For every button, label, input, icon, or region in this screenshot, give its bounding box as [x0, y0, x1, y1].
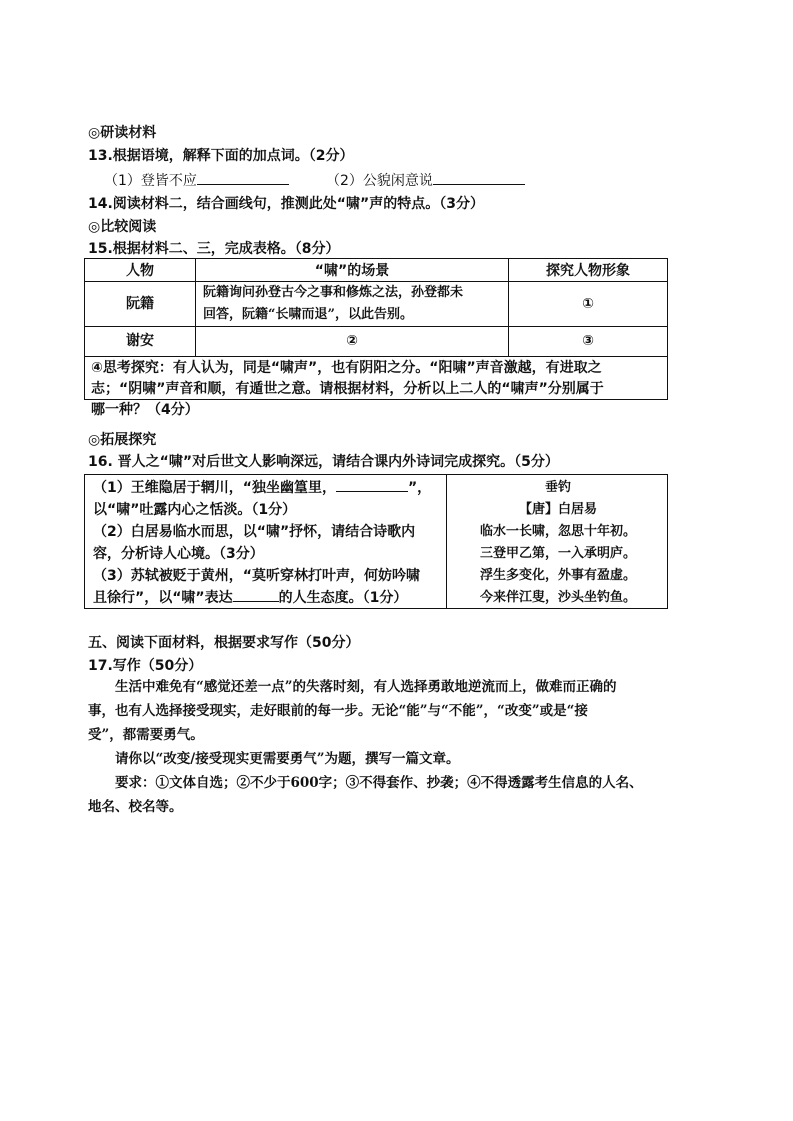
think-line: 哪一种？（4分） — [91, 402, 199, 418]
q16-line2: 以“啸”吐露内心之恬淡。（1分） — [93, 502, 297, 518]
q17-material — [88, 675, 688, 819]
q14-prompt: 14.阅读材料二，结合画线句，推测此处“啸”声的特点。（3分） — [88, 196, 484, 212]
poem-title: 垂钓 — [544, 480, 571, 495]
q16-line5: （3）苏轼被贬于黄州，“莫听穿林打叶声，何妨吟啸 — [93, 568, 420, 584]
poem-line: 三登甲乙第，一入承明庐。 — [479, 546, 636, 561]
section-extend-heading: ◎拓展探究 — [88, 432, 157, 448]
think-line: 志；“阴啸”声音和顺，有遁世之意。请根据材料，分析以上二人的“啸声”分别属于 — [91, 381, 604, 397]
q16-line1 — [93, 477, 431, 499]
header-scene: “啸”的场景 — [314, 263, 390, 279]
q13-item1-text: （1）登皆不应 — [104, 173, 197, 189]
poem-line: 浮生多变化，外事有盈虚。 — [479, 568, 636, 583]
row2-image-blank[interactable]: ③ — [582, 333, 594, 349]
row1-person: 阮籍 — [126, 296, 154, 312]
header-person: 人物 — [126, 263, 154, 279]
q15-table — [84, 258, 668, 418]
row1-scene-line1: 阮籍询问孙登古今之事和修炼之法，孙登都未 — [203, 285, 464, 300]
q15-prompt: 15.根据材料二、三，完成表格。（8分） — [88, 241, 340, 257]
q16-line1-text: （1）王维隐居于辋川，“独坐幽篁里， — [93, 480, 336, 496]
q13-prompt: 13.根据语境，解释下面的加点词。（2分） — [88, 148, 354, 164]
material-instruction: 请你以“改变/接受现实更需要勇气”为题，撰写一篇文章。 — [115, 751, 460, 767]
table-divider — [85, 356, 667, 357]
q16-line6-text: 且徐行”，以“啸”表达 — [93, 590, 233, 606]
q16-answer-blank-1[interactable] — [336, 477, 408, 492]
q16-answer-blank-2[interactable] — [233, 587, 279, 602]
poem-author: 【唐】白居易 — [518, 502, 597, 517]
q16-prompt: 16. 晋人之“啸”对后世文人影响深远，请结合课内外诗词完成探究。（5分） — [88, 454, 559, 470]
q16-line6-tail: 的人生态度。（1分） — [278, 590, 408, 606]
q17-prompt: 17.写作（50分） — [88, 658, 203, 674]
material-line: 受”，都需要勇气。 — [88, 727, 204, 743]
poem-line: 今来伴江叟，沙头坐钓鱼。 — [479, 590, 636, 605]
header-image: 探究人物形象 — [546, 263, 630, 279]
q16-line6 — [93, 587, 407, 609]
row2-scene-blank[interactable]: ② — [346, 333, 358, 349]
q16-line1-tail: ”， — [407, 480, 432, 496]
requirements-line: 地名、校名等。 — [88, 799, 183, 815]
q13-item1 — [104, 170, 289, 191]
row1-image-blank[interactable]: ① — [582, 296, 594, 312]
material-line: 生活中难免有“感觉还差一点”的失落时刻，有人选择勇敢地逆流而上，做难而正确的 — [115, 679, 617, 695]
q13-item2 — [326, 170, 525, 191]
think-line: ④思考探究：有人认为，同是“啸声”，也有阴阳之分。“阳啸”声音激越，有进取之 — [91, 360, 602, 376]
q16-line3: （2）白居易临水而思，以“啸”抒怀，请结合诗歌内 — [93, 524, 416, 540]
section-study-heading: ◎研读材料 — [88, 125, 157, 141]
row1-scene-line2: 回答，阮籍“长啸而退”，以此告别。 — [203, 307, 413, 322]
q16-table — [84, 474, 668, 609]
q16-line4: 容，分析诗人心境。（3分） — [93, 546, 264, 562]
poem-line: 临水一长啸，忽思十年初。 — [479, 524, 636, 539]
q15-think-question — [91, 358, 661, 421]
q13-item2-text: （2）公貌闲意说 — [326, 173, 433, 189]
material-line: 事，也有人选择接受现实，走好眼前的每一步。无论“能”与“不能”，“改变”或是“接 — [88, 703, 588, 719]
row2-person: 谢安 — [126, 333, 154, 349]
requirements-line: 要求：①文体自选；②不少于600字；③不得套作、抄袭；④不得透露考生信息的人名、 — [115, 775, 643, 791]
section5-heading: 五、阅读下面材料，根据要求写作（50分） — [88, 635, 360, 651]
section-compare-heading: ◎比较阅读 — [88, 219, 157, 235]
table-divider — [446, 475, 447, 608]
table-divider — [85, 326, 667, 327]
q13-item1-answer-blank[interactable] — [197, 170, 289, 185]
q13-item2-answer-blank[interactable] — [433, 170, 525, 185]
